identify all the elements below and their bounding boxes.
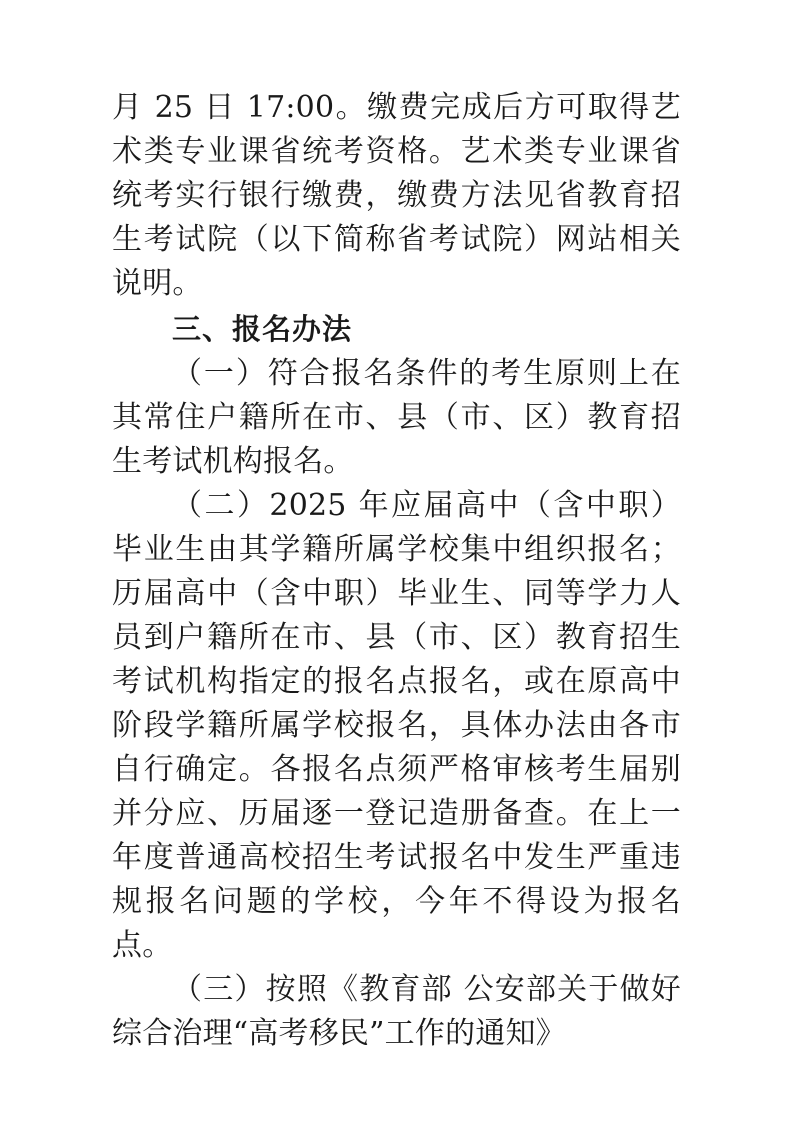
document-body	[112, 86, 681, 1056]
section-heading-registration-methods: 三、报名办法	[172, 312, 353, 346]
paragraph-item-two: （二）2025 年应届高中（含中职）毕业生由其学籍所属学校集中组织报名；历届高中（含中职）毕业生、同等学力人员到户籍所在市、县（市、区）教育招生考试机构指定的报名点报名，或在原高中阶段学籍所属学校报名，具体办法由各市自行确定。各报名点须严格审核考生届别并分应、历届逐一登记造册备查。在上一年度普通高校招生考试报名中发生严重违规报名问题的学校，今年不得设为报名点。	[112, 488, 681, 963]
paragraph-item-one: （一）符合报名条件的考生原则上在其常住户籍所在市、县（市、区）教育招生考试机构报名。	[112, 356, 681, 479]
paragraph-continuation: 月 25 日 17:00。缴费完成后方可取得艺术类专业课省统考资格。艺术类专业课省统考实行银行缴费，缴费方法见省教育招生考试院（以下简称省考试院）网站相关说明。	[112, 90, 681, 301]
paragraph-item-three: （三）按照《教育部 公安部关于做好综合治理“高考移民”工作的通知》	[112, 972, 681, 1051]
